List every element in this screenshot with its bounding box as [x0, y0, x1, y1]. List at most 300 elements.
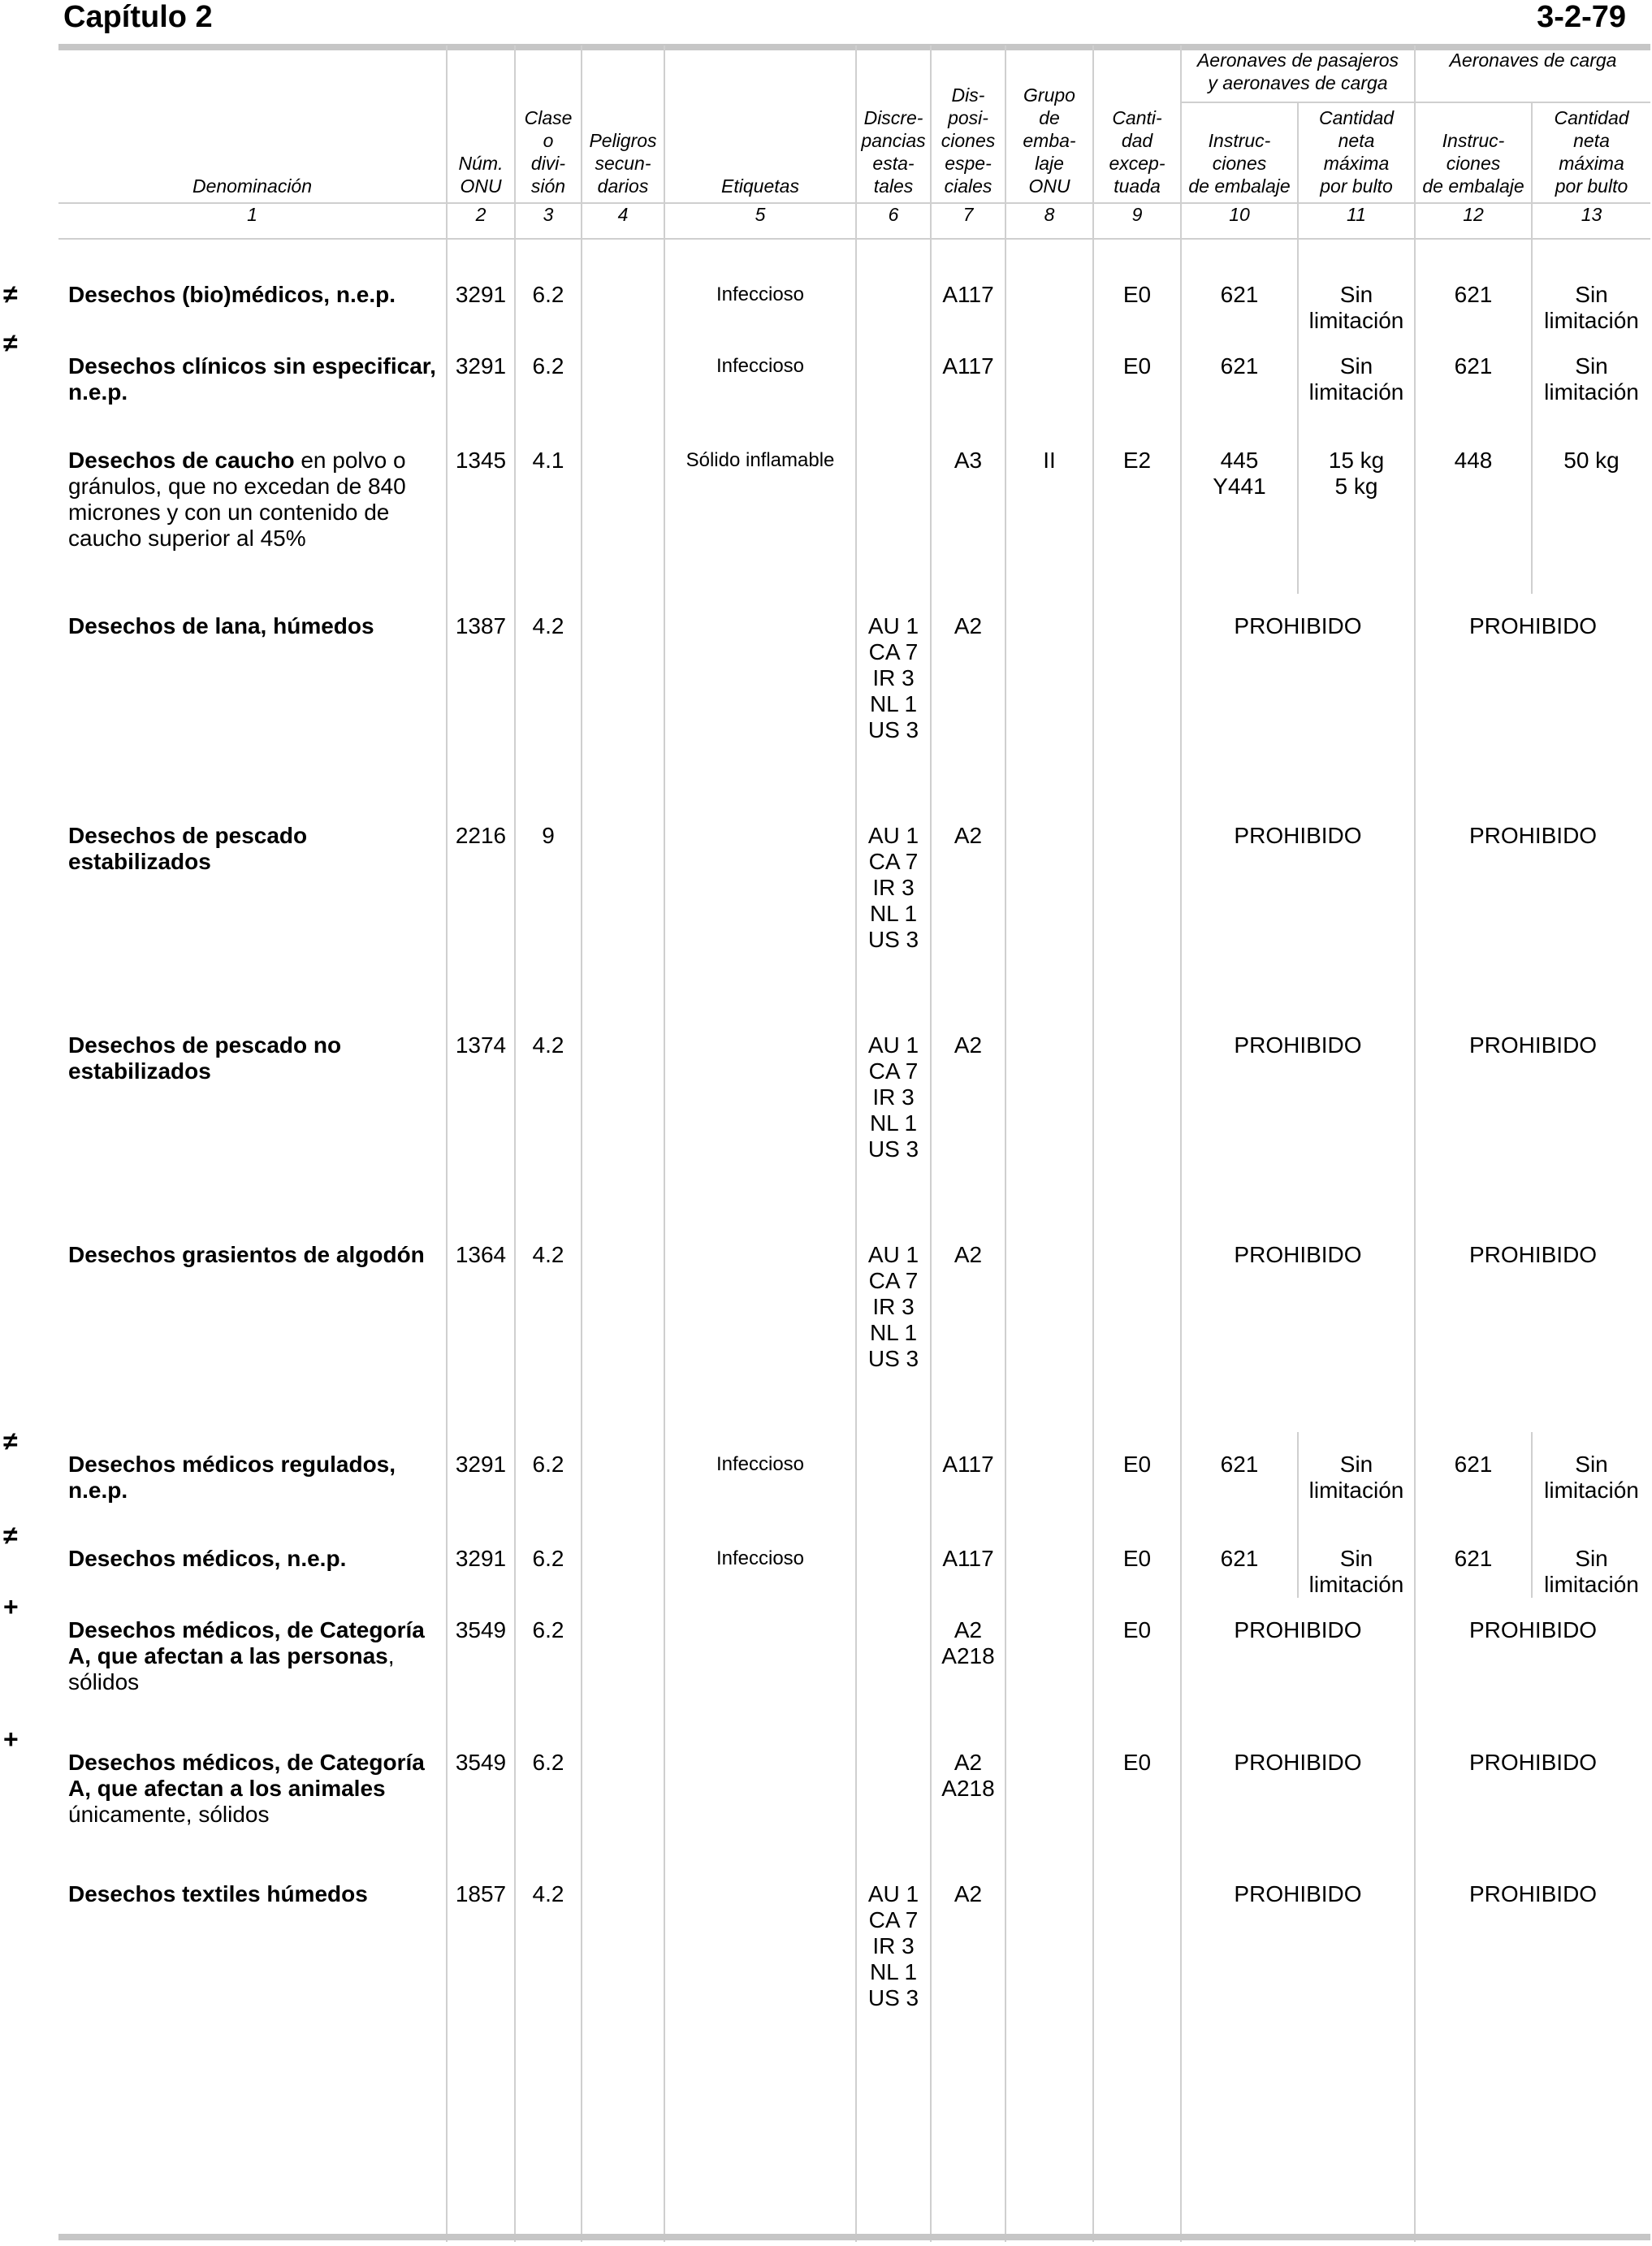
cell-text: PROHIBIDO	[1234, 823, 1362, 848]
class-division	[515, 334, 582, 428]
header-line: o	[543, 130, 554, 151]
cell-text: E0	[1122, 1750, 1152, 1775]
header-line: tales	[873, 175, 914, 197]
cell-text: 1364	[455, 1242, 507, 1267]
cargo-prohibited	[1415, 1730, 1650, 1862]
table-row	[58, 1432, 1650, 1526]
change-mark: +	[3, 1725, 19, 1754]
substance-name	[58, 1223, 447, 1432]
cell-line: A117	[942, 353, 994, 379]
cell-text: 1857	[455, 1881, 507, 1906]
un-number	[447, 803, 515, 1013]
substance-name	[58, 803, 447, 1013]
cell-text: 3549	[455, 1750, 507, 1775]
header-line: Cantidad	[1318, 107, 1395, 128]
cell-line: CA 7	[868, 1268, 919, 1293]
substance-name-bold: Desechos grasientos de algodón	[68, 1242, 425, 1267]
substance-name-bold: Desechos clínicos sin especificar, n.e.p.	[68, 353, 436, 405]
column-number: 9	[1093, 203, 1181, 239]
substance-name-bold: Desechos de lana, húmedos	[68, 613, 374, 638]
special-provisions	[931, 1013, 1005, 1223]
table-row	[58, 1862, 1650, 2242]
state-variations	[856, 803, 931, 1013]
cell-line: US 3	[867, 1985, 919, 2010]
un-number	[447, 1526, 515, 1598]
cell-text: E0	[1122, 1617, 1152, 1642]
column-number-row	[58, 203, 1650, 239]
header-line: Discre-	[863, 107, 923, 128]
hazard-label	[664, 1432, 856, 1526]
cell-line: US 3	[867, 717, 919, 742]
header-line: darios	[597, 175, 649, 197]
header-line: Peligros	[589, 130, 657, 151]
hazard-label	[664, 239, 856, 334]
cargo-prohibited	[1415, 803, 1650, 1013]
cell-text: 6.2	[532, 1452, 564, 1477]
cargo-packing-instruction	[1415, 1432, 1532, 1526]
column-number: 11	[1298, 203, 1415, 239]
packing-group	[1005, 1526, 1093, 1598]
hazard-label	[664, 1013, 856, 1223]
header-line: ciones	[1446, 153, 1501, 174]
cell-text: PROHIBIDO	[1234, 1750, 1362, 1775]
header-line: de	[1039, 107, 1060, 128]
class-division	[515, 1526, 582, 1598]
subsidiary-hazards	[582, 1598, 664, 1730]
header-line: Grupo	[1023, 84, 1075, 106]
cell-line: A2	[954, 1242, 983, 1267]
passenger-max-quantity	[1298, 239, 1415, 334]
cell-line: A2	[954, 1881, 983, 1906]
cargo-packing-instruction	[1415, 1526, 1532, 1598]
cell-text: 3549	[455, 1617, 507, 1642]
cell-line: 621	[1220, 1452, 1259, 1477]
packing-group	[1005, 803, 1093, 1013]
header-line: laje	[1035, 153, 1064, 174]
special-provisions	[931, 803, 1005, 1013]
cell-line: 445	[1220, 448, 1259, 473]
substance-name	[58, 1730, 447, 1862]
cell-text: Infeccioso	[716, 1547, 805, 1569]
substance-name	[58, 1432, 447, 1526]
header-line: esta-	[872, 153, 915, 174]
excepted-quantity	[1093, 594, 1181, 803]
cell-text: 6.2	[532, 1750, 564, 1775]
state-variations	[856, 1598, 931, 1730]
cell-line: Sin limitación	[1544, 282, 1639, 333]
cell-line: US 3	[867, 1136, 919, 1162]
un-number	[447, 1862, 515, 2242]
passenger-prohibited	[1181, 1223, 1415, 1432]
cell-text: 3291	[455, 282, 507, 307]
cargo-max-quantity	[1532, 428, 1650, 594]
header-line: de embalaje	[1422, 175, 1524, 197]
cell-line: AU 1	[867, 1242, 919, 1267]
cargo-max-quantity	[1532, 1526, 1650, 1598]
excepted-quantity	[1093, 334, 1181, 428]
un-number	[447, 1432, 515, 1526]
header-line: máxima	[1323, 153, 1390, 174]
cell-line: CA 7	[868, 1907, 919, 1932]
cargo-max-quantity	[1532, 1432, 1650, 1526]
header-line: por bulto	[1555, 175, 1628, 197]
cell-line: A117	[942, 1546, 994, 1571]
cell-line: AU 1	[867, 613, 919, 638]
subsidiary-hazards	[582, 803, 664, 1013]
class-division	[515, 1013, 582, 1223]
substance-name	[58, 1013, 447, 1223]
column-number: 3	[515, 203, 582, 239]
cell-line: 621	[1454, 353, 1493, 379]
passenger-max-quantity	[1298, 1432, 1415, 1526]
subsidiary-hazards	[582, 334, 664, 428]
cell-text: 3291	[455, 1452, 507, 1477]
header-line: ONU	[1028, 175, 1070, 197]
cell-line: Sin limitación	[1308, 1546, 1404, 1597]
cell-line: 621	[1220, 353, 1259, 379]
table-row	[58, 1223, 1650, 1432]
packing-group	[1005, 1432, 1093, 1526]
subsidiary-hazards	[582, 1013, 664, 1223]
cell-text: E0	[1122, 1546, 1152, 1571]
col-header-6	[856, 45, 931, 203]
col-header-13	[1532, 102, 1650, 203]
page-number: 3-2-79	[1537, 0, 1626, 34]
cell-text: PROHIBIDO	[1234, 1242, 1362, 1267]
state-variations	[856, 1223, 931, 1432]
substance-name-bold: Desechos de pescado estabilizados	[68, 823, 308, 874]
class-division	[515, 1223, 582, 1432]
table-row	[58, 1730, 1650, 1862]
cell-line: Sin limitación	[1308, 353, 1404, 405]
cell-line: IR 3	[872, 875, 915, 900]
passenger-prohibited	[1181, 1013, 1415, 1223]
cell-text: II	[1043, 448, 1056, 473]
class-division	[515, 803, 582, 1013]
table-row	[58, 1013, 1650, 1223]
passenger-packing-instruction	[1181, 239, 1298, 334]
cell-line: NL 1	[869, 1959, 918, 1984]
cell-line: IR 3	[872, 665, 915, 690]
col-header-2	[447, 45, 515, 203]
packing-group	[1005, 1013, 1093, 1223]
cell-text: E2	[1122, 448, 1152, 473]
cell-text: E0	[1122, 353, 1152, 379]
cell-line: Sin limitación	[1544, 1546, 1639, 1597]
passenger-packing-instruction	[1181, 334, 1298, 428]
hazard-label	[664, 1223, 856, 1432]
cell-text: 4.2	[532, 1032, 564, 1058]
header-line: pancias	[861, 130, 926, 151]
cargo-prohibited	[1415, 1223, 1650, 1432]
cell-line: CA 7	[868, 849, 919, 874]
cell-text: 3291	[455, 353, 507, 379]
header-line: neta	[1338, 130, 1375, 151]
un-number	[447, 334, 515, 428]
column-number: 8	[1005, 203, 1093, 239]
class-division	[515, 1730, 582, 1862]
excepted-quantity	[1093, 1432, 1181, 1526]
cell-line: AU 1	[867, 1032, 919, 1058]
cell-line: Sin limitación	[1544, 1452, 1639, 1503]
state-variations	[856, 1526, 931, 1598]
col-header-5: Etiquetas	[664, 45, 856, 203]
cell-line: US 3	[867, 1346, 919, 1371]
cargo-packing-instruction	[1415, 428, 1532, 594]
col-header-11	[1298, 102, 1415, 203]
change-mark: ≠	[3, 1521, 18, 1550]
cell-line: 5 kg	[1334, 474, 1378, 499]
passenger-packing-instruction	[1181, 1526, 1298, 1598]
cell-text: 2216	[455, 823, 507, 848]
cell-line: NL 1	[869, 1320, 918, 1345]
passenger-prohibited	[1181, 803, 1415, 1013]
cell-text: E0	[1122, 282, 1152, 307]
column-number: 4	[582, 203, 664, 239]
header-line: ciones	[941, 130, 996, 151]
state-variations	[856, 1730, 931, 1862]
cell-line: 448	[1454, 448, 1493, 473]
col-header-1: Denominación	[192, 175, 313, 197]
cell-line: A218	[941, 1776, 995, 1801]
passenger-max-quantity	[1298, 334, 1415, 428]
cargo-prohibited	[1415, 1598, 1650, 1730]
cell-text: 6.2	[532, 353, 564, 379]
cell-line: 621	[1220, 282, 1259, 307]
header-line: excep-	[1109, 153, 1165, 174]
hazard-label	[664, 1526, 856, 1598]
cargo-prohibited	[1415, 1013, 1650, 1223]
header-line: tuada	[1114, 175, 1161, 197]
substance-name-bold: Desechos médicos, n.e.p.	[68, 1546, 347, 1571]
header-line: por bulto	[1320, 175, 1393, 197]
table-row	[58, 594, 1650, 803]
cell-text: PROHIBIDO	[1468, 1617, 1598, 1642]
cell-line: 621	[1220, 1546, 1259, 1571]
cell-line: IR 3	[872, 1084, 915, 1110]
state-variations	[856, 239, 931, 334]
cell-text: PROHIBIDO	[1468, 1881, 1598, 1906]
header-line: Núm.	[458, 153, 504, 174]
cell-text: 4.2	[532, 1242, 564, 1267]
cell-line: Y441	[1213, 474, 1266, 499]
class-division	[515, 1598, 582, 1730]
col-header-3	[515, 45, 582, 203]
class-division	[515, 594, 582, 803]
substance-name-bold: Desechos médicos, de Categoría A, que afectan a las personas	[68, 1617, 425, 1668]
passenger-prohibited	[1181, 1862, 1415, 2242]
hazard-label	[664, 334, 856, 428]
excepted-quantity	[1093, 1013, 1181, 1223]
subsidiary-hazards	[582, 1432, 664, 1526]
cell-line: A2	[954, 1617, 983, 1642]
cell-text: 6.2	[532, 282, 564, 307]
substance-name-bold: Desechos médicos, de Categoría A, que afectan a los animales	[68, 1750, 425, 1801]
cell-text: E0	[1122, 1452, 1152, 1477]
special-provisions	[931, 1526, 1005, 1598]
col-header-7	[931, 45, 1005, 203]
class-division	[515, 239, 582, 334]
cell-text: Infeccioso	[716, 1453, 805, 1475]
excepted-quantity	[1093, 1598, 1181, 1730]
special-provisions	[931, 239, 1005, 334]
change-mark: +	[3, 1592, 19, 1621]
un-number	[447, 594, 515, 803]
cell-line: AU 1	[867, 823, 919, 848]
subsidiary-hazards	[582, 594, 664, 803]
cell-line: NL 1	[869, 691, 918, 716]
un-number	[447, 1730, 515, 1862]
cell-text: 9	[542, 823, 555, 848]
packing-group	[1005, 1862, 1093, 2242]
cell-line: IR 3	[872, 1933, 915, 1958]
hazard-label	[664, 1862, 856, 2242]
header-line: posi-	[948, 107, 988, 128]
subsidiary-hazards	[582, 1862, 664, 2242]
excepted-quantity	[1093, 239, 1181, 334]
special-provisions	[931, 1223, 1005, 1432]
class-division	[515, 1862, 582, 2242]
cell-line: US 3	[867, 927, 919, 952]
un-number	[447, 1598, 515, 1730]
packing-group	[1005, 239, 1093, 334]
special-provisions	[931, 1598, 1005, 1730]
substance-name	[58, 1598, 447, 1730]
substance-name-detail: , sólidos	[68, 1643, 395, 1694]
state-variations	[856, 428, 931, 594]
header-line: Dis-	[951, 84, 985, 106]
special-provisions	[931, 1862, 1005, 2242]
cell-line: A117	[942, 282, 994, 307]
packing-group	[1005, 594, 1093, 803]
cell-text: Infeccioso	[716, 283, 805, 305]
substance-name-bold: Desechos de caucho	[68, 448, 295, 473]
cell-line: 621	[1454, 1452, 1493, 1477]
table-row	[58, 1526, 1650, 1598]
header-line: espe-	[945, 153, 992, 174]
cell-text: 6.2	[532, 1546, 564, 1571]
header-line: dad	[1121, 130, 1153, 151]
cell-line: Sin limitación	[1544, 353, 1639, 405]
cell-text: 4.1	[532, 448, 564, 473]
header-line: de embalaje	[1188, 175, 1291, 197]
state-variations	[856, 1862, 931, 2242]
bottom-rule	[58, 2234, 1650, 2240]
cell-line: 621	[1454, 1546, 1493, 1571]
cell-line: A2	[954, 613, 983, 638]
cell-line: AU 1	[867, 1881, 919, 1906]
excepted-quantity	[1093, 1862, 1181, 2242]
header-line: neta	[1573, 130, 1610, 151]
dangerous-goods-table	[58, 45, 1650, 2242]
cell-text: PROHIBIDO	[1468, 1750, 1598, 1775]
subsidiary-hazards	[582, 239, 664, 334]
change-mark: ≠	[3, 1426, 18, 1456]
excepted-quantity	[1093, 1730, 1181, 1862]
cell-text: PROHIBIDO	[1234, 1881, 1362, 1906]
cell-line: A2	[954, 823, 983, 848]
cell-text: 3291	[455, 1546, 507, 1571]
header-line: Instruc-	[1442, 130, 1505, 151]
substance-name	[58, 334, 447, 428]
cell-line: A2	[954, 1750, 983, 1775]
substance-name	[58, 428, 447, 594]
cell-line: NL 1	[869, 901, 918, 926]
hazard-label	[664, 428, 856, 594]
cell-text: 1387	[455, 613, 507, 638]
substance-name-bold: Desechos de pescado no estabilizados	[68, 1032, 342, 1084]
special-provisions	[931, 1730, 1005, 1862]
cell-line: CA 7	[868, 639, 919, 664]
passenger-prohibited	[1181, 1730, 1415, 1862]
cargo-max-quantity	[1532, 239, 1650, 334]
col-header-10	[1181, 102, 1298, 203]
passenger-max-quantity	[1298, 428, 1415, 594]
packing-group	[1005, 428, 1093, 594]
cell-text: Sólido inflamable	[685, 449, 835, 471]
hazard-label	[664, 803, 856, 1013]
cargo-prohibited	[1415, 1862, 1650, 2242]
column-number: 10	[1181, 203, 1298, 239]
cell-text: PROHIBIDO	[1468, 1242, 1598, 1267]
cell-line: Sin limitación	[1308, 1452, 1404, 1503]
header-line: Canti-	[1112, 107, 1162, 128]
cell-line: NL 1	[869, 1110, 918, 1136]
state-variations	[856, 1432, 931, 1526]
cell-text: 4.2	[532, 1881, 564, 1906]
change-mark: ≠	[3, 279, 18, 309]
cell-text: 4.2	[532, 613, 564, 638]
state-variations	[856, 594, 931, 803]
class-division	[515, 1432, 582, 1526]
cell-text: 6.2	[532, 1617, 564, 1642]
un-number	[447, 239, 515, 334]
header-line: máxima	[1559, 153, 1624, 174]
class-division	[515, 428, 582, 594]
cell-line: Sin limitación	[1308, 282, 1404, 333]
cell-text: PROHIBIDO	[1234, 613, 1362, 638]
header-line: ciones	[1212, 153, 1267, 174]
cell-line: 50 kg	[1563, 448, 1620, 473]
subsidiary-hazards	[582, 1526, 664, 1598]
cargo-packing-instruction	[1415, 239, 1532, 334]
packing-group	[1005, 334, 1093, 428]
un-number	[447, 428, 515, 594]
table-row	[58, 1598, 1650, 1730]
substance-name-bold: Desechos textiles húmedos	[68, 1881, 368, 1906]
packing-group	[1005, 1598, 1093, 1730]
cell-text: PROHIBIDO	[1234, 1617, 1362, 1642]
header-line: ONU	[460, 175, 502, 197]
passenger-prohibited	[1181, 1598, 1415, 1730]
cargo-prohibited	[1415, 594, 1650, 803]
substance-name	[58, 1526, 447, 1598]
header-line: ciales	[944, 175, 992, 197]
hazard-label	[664, 1598, 856, 1730]
substance-name-detail: en polvo o gránulos, que no excedan de 840 micrones y con un contenido de caucho superior al 45%	[68, 448, 406, 551]
substance-name-detail: únicamente, sólidos	[68, 1802, 270, 1827]
cell-line: A218	[941, 1643, 995, 1668]
substance-name-bold: Desechos (bio)médicos, n.e.p.	[68, 282, 396, 307]
header-line: Clase	[524, 107, 573, 128]
subsidiary-hazards	[582, 428, 664, 594]
state-variations	[856, 334, 931, 428]
cell-line: A117	[942, 1452, 994, 1477]
cargo-max-quantity	[1532, 334, 1650, 428]
special-provisions	[931, 1432, 1005, 1526]
substance-name	[58, 594, 447, 803]
col-header-12	[1415, 102, 1532, 203]
